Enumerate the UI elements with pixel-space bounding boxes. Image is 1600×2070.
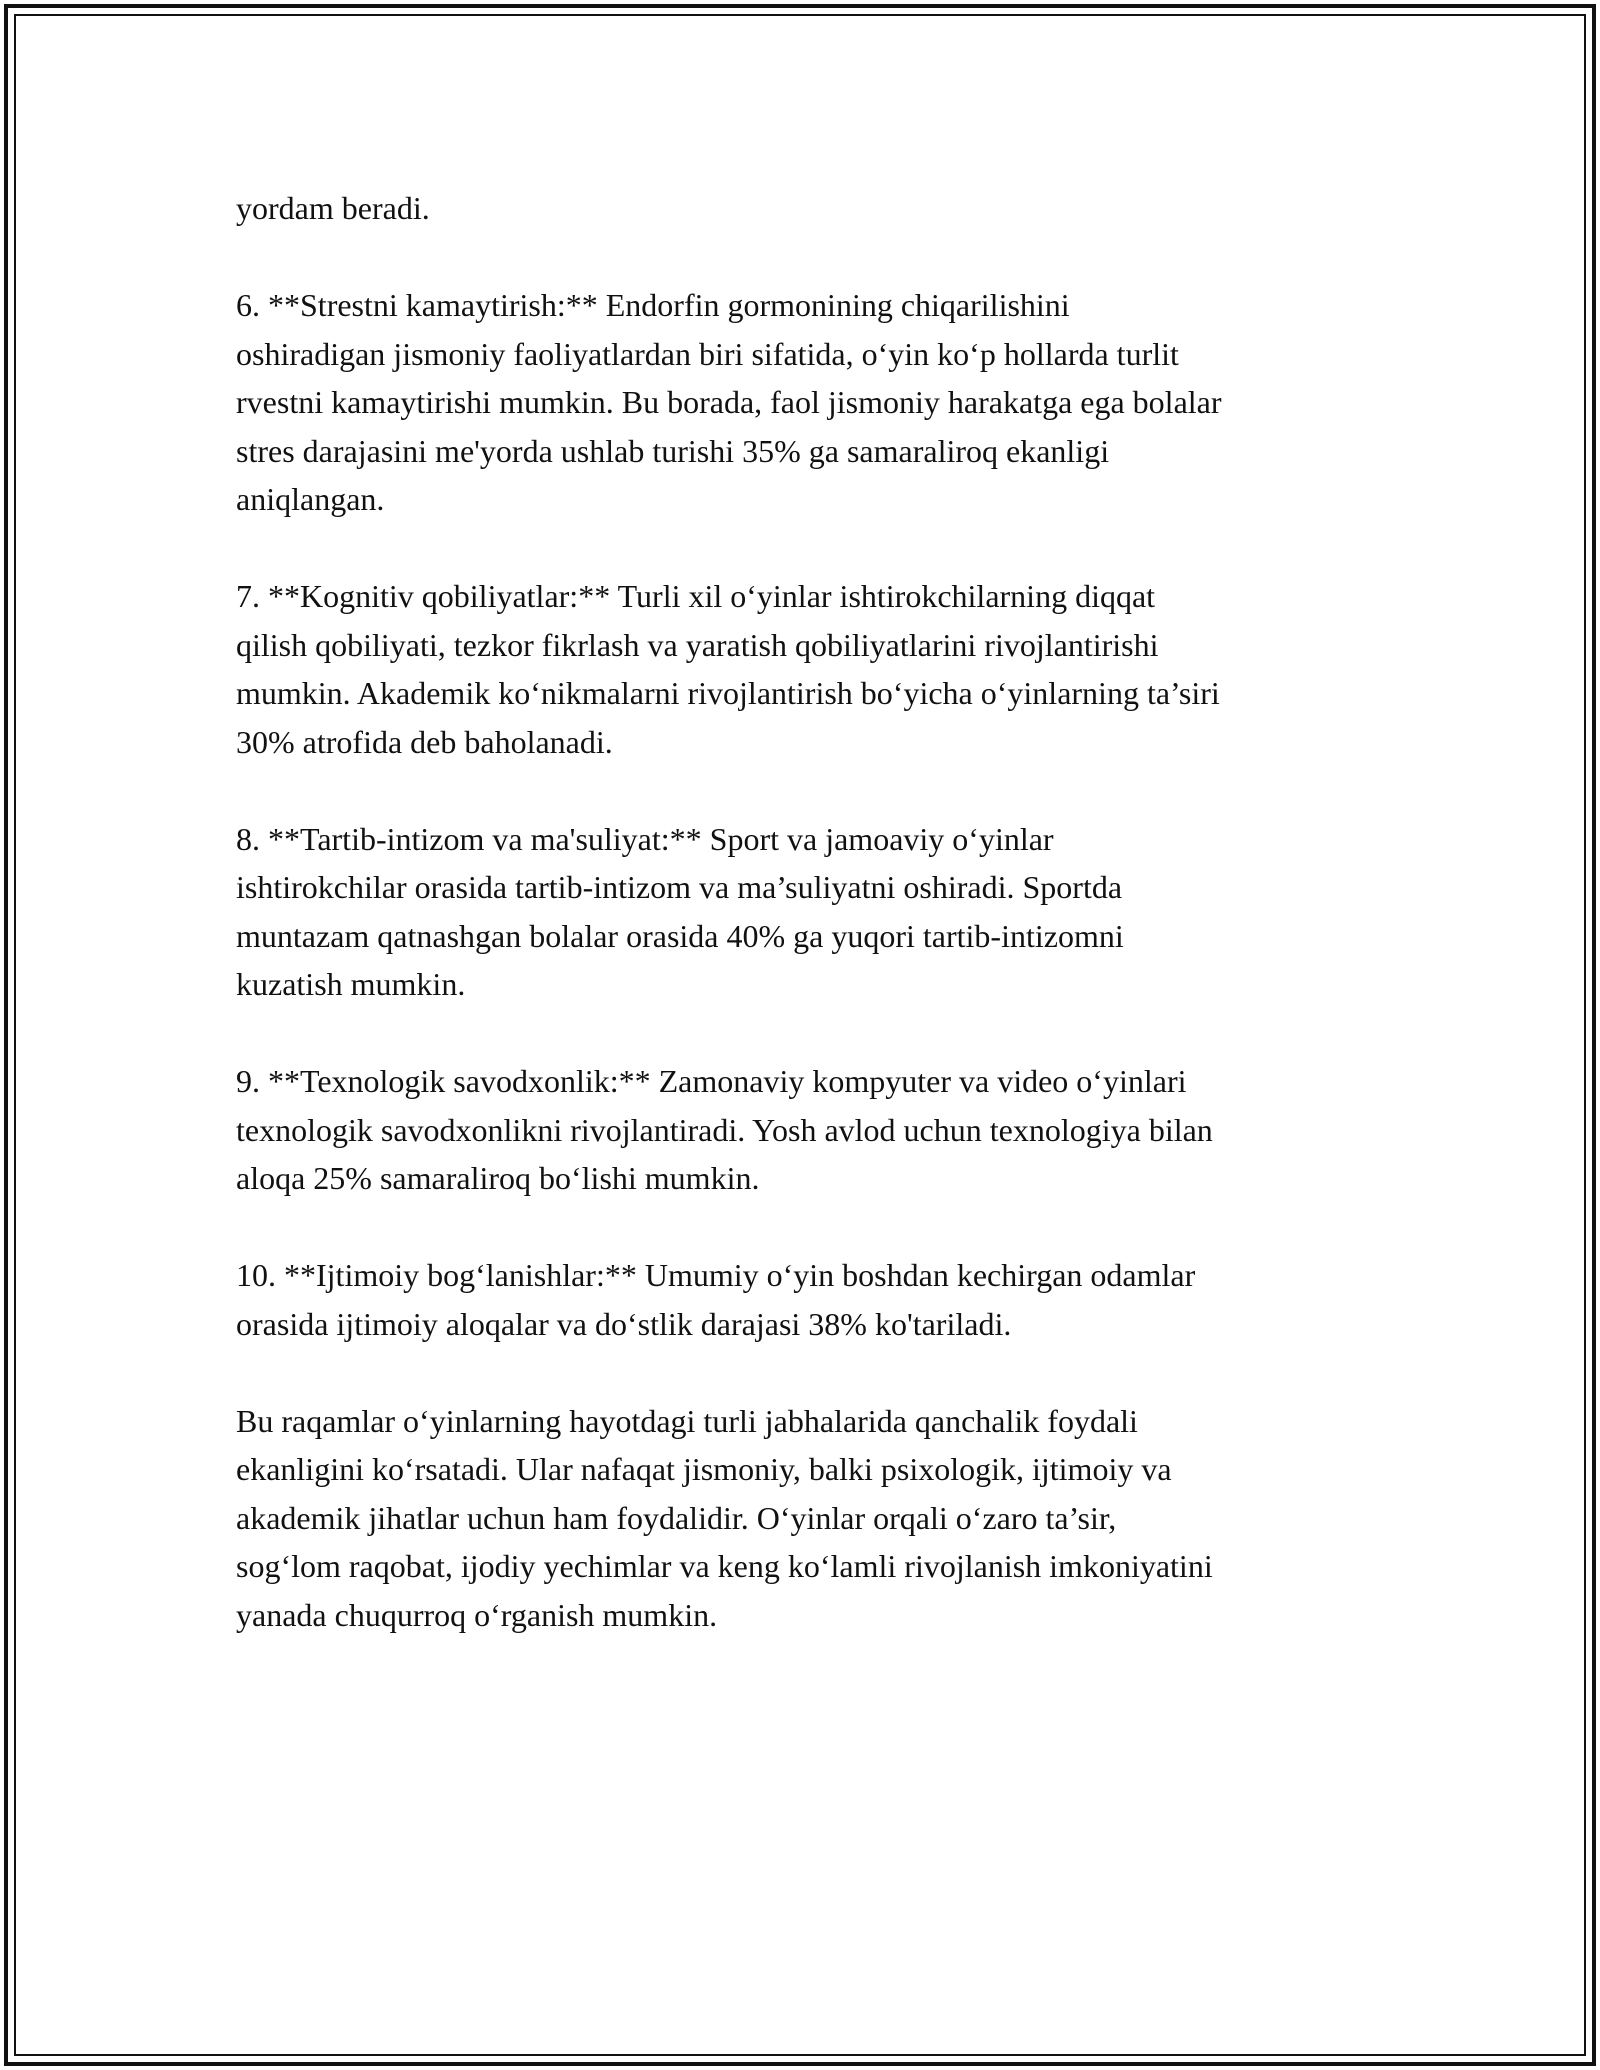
- text-line: 7. **Kognitiv qobiliyatlar:** Turli xil o‘yinlar ishtirokchilarning diqqat: [236, 578, 1156, 614]
- text-line: orasida ijtimoiy aloqalar va do‘stlik darajasi 38% ko'tariladi.: [236, 1305, 1012, 1342]
- paragraph-continuation: [236, 184, 1386, 233]
- text-line: 8. **Tartib-intizom va ma'suliyat:** Sport va jamoaviy o‘yinlar: [236, 820, 1054, 857]
- document-body: [236, 184, 1386, 1688]
- paragraph-item-8-discipline: [236, 815, 1386, 1009]
- text-line: Bu raqamlar o‘yinlarning hayotdagi turli jabhalarida qanchalik foydali: [236, 1402, 1138, 1439]
- text-line: qilish qobiliyati, tezkor fikrlash va yaratish qobiliyatlarini rivojlantirishi: [236, 626, 1159, 663]
- paragraph-item-9-tech-literacy: [236, 1057, 1386, 1203]
- text-line: aniqlangan.: [236, 481, 385, 517]
- text-line: oshiradigan jismoniy faoliyatlardan biri sifatida, o‘yin ko‘p hollarda turlit: [236, 335, 1179, 372]
- text-line: texnologik savodxonlikni rivojlantiradi. Yosh avlod uchun texnologiya bilan: [236, 1111, 1213, 1148]
- text-line: yanada chuqurroq o‘rganish mumkin.: [236, 1596, 718, 1633]
- text-line: aloqa 25% samaraliroq bo‘lishi mumkin.: [236, 1160, 760, 1196]
- text-line: kuzatish mumkin.: [236, 966, 466, 1002]
- text-line: akademik jihatlar uchun ham foydalidir. O‘yinlar orqali o‘zaro ta’sir,: [236, 1499, 1117, 1536]
- text-line: rvestni kamaytirishi mumkin. Bu borada, faol jismoniy harakatga ega bolalar: [236, 384, 1222, 420]
- paragraph-conclusion: [236, 1397, 1386, 1640]
- text-line: 30% atrofida deb baholanadi.: [236, 723, 613, 760]
- paragraph-item-7-cognitive: [236, 572, 1386, 766]
- paragraph-item-6-stress: [236, 281, 1386, 524]
- text-line: ekanligini ko‘rsatadi. Ular nafaqat jismoniy, balki psixologik, ijtimoiy va: [236, 1451, 1172, 1487]
- text-line: ishtirokchilar orasida tartib-intizom va ma’suliyatni oshiradi. Sportda: [236, 869, 1123, 905]
- text-line: stres darajasini me'yorda ushlab turishi 35% ga samaraliroq ekanligi: [236, 432, 1110, 469]
- text-line: 6. **Strestni kamaytirish:** Endorfin gormonining chiqarilishini: [236, 287, 1070, 323]
- text-line: yordam beradi.: [236, 190, 430, 226]
- paragraph-item-10-social: [236, 1251, 1386, 1348]
- text-line: 10. **Ijtimoiy bog‘lanishlar:** Umumiy o‘yin boshdan kechirgan odamlar: [236, 1257, 1196, 1293]
- text-line: mumkin. Akademik ko‘nikmalarni rivojlantirish bo‘yicha o‘yinlarning ta’siri: [236, 675, 1220, 711]
- text-line: muntazam qatnashgan bolalar orasida 40% ga yuqori tartib-intizomni: [236, 917, 1124, 954]
- text-line: sog‘lom raqobat, ijodiy yechimlar va keng ko‘lamli rivojlanish imkoniyatini: [236, 1548, 1213, 1584]
- text-line: 9. **Texnologik savodxonlik:** Zamonaviy kompyuter va video o‘yinlari: [236, 1063, 1187, 1099]
